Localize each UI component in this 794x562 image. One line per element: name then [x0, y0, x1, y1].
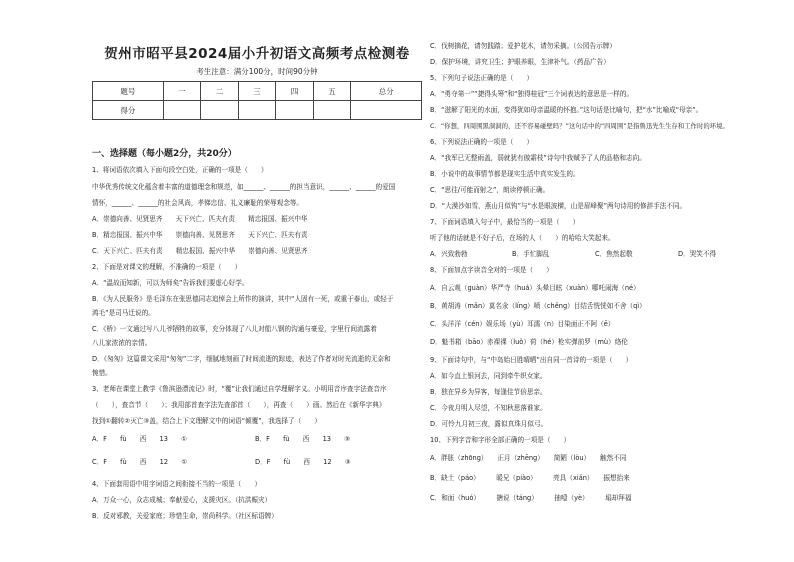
question-line: 7、下面词语填入句子中，最恰当的一项是（ ） [430, 218, 580, 226]
option-line: D．可怜九月初三夜，露似真珠月似弓。 [430, 420, 548, 428]
option-line: B．手忙脚乱 [512, 250, 550, 258]
option-line: A．如今直上银河去，同到牵牛织女家。 [430, 372, 547, 380]
question-line: 4、下面套用语中用字词语之间衔接不当的一项是（ ） [92, 480, 262, 488]
option-line: C．F fù 西 12 ① [92, 458, 188, 466]
score-header-cell: 三 [238, 82, 276, 101]
option-line: A．崇德向善、见贤思齐 天下兴亡、匹夫有责 精忠报国、振兴中华 [92, 215, 308, 223]
score-cell [201, 101, 239, 120]
question-line: 听了他的话就是不好子后，在场的人（ ）的哈哈大笑起来。 [430, 234, 615, 242]
question-line: 3、老师在课堂上教学《鲁滨逊漂流记》时，“覆”让我们通过自学理解字义。小明用音序查字法查音序 [92, 385, 387, 393]
option-line: A．F fù 西 13 ① [92, 435, 188, 443]
option-line: C．今夜月明人尽望，不知秋思落谁家。 [430, 404, 547, 412]
option-line: B．F fù 西 13 ③ [255, 435, 351, 443]
option-line: 惋惜。 [92, 369, 112, 377]
option-line: B．小说中的故事情节都是现实生活中真实发生的。 [430, 170, 580, 178]
question-line: 1、将词语依次填入下面句段空白处，正确的一项是（ ） [92, 166, 268, 174]
option-line: 鸿毛”是司马迁说的。 [92, 309, 155, 317]
question-line: 6、下列说法正确的一项是（ ） [430, 138, 534, 146]
score-table [92, 81, 422, 120]
exam-notice: 考生注意：满分100分，时间90分钟 [196, 67, 318, 76]
score-header-cell: 题号 [93, 82, 164, 101]
option-line: C．《桥》一文通过写八儿爷牺牲的故事，充分体现了八儿对船八钢的沟通与豪爱，字里行间流露着 [92, 325, 377, 333]
question-line: 8、下面加点字读音全对的一项是（ ） [430, 266, 553, 274]
score-header-cell: 四 [276, 82, 314, 101]
option-line: B．黄胡涛（mǎn）莫名氽（líng）喷（chěng）目结舌恍恍如不舍（qì） [430, 302, 646, 310]
score-cell [351, 101, 422, 120]
option-line: 八儿家浓浓的亲情。 [92, 339, 152, 347]
option-line: C．天下兴亡、匹夫有责 精忠报国、振兴中华 崇德向善、见贤思齐 [92, 247, 308, 255]
section-heading: 一、选择题（每小题2分，共20分） [92, 149, 237, 159]
score-cell [313, 101, 351, 120]
option-line: A．兴致勃勃 [430, 250, 468, 258]
option-line: D．《匆匆》这篇课文采用“匆匆”二字，细腻地刻画了时间流逝的踪迹，表达了作者对时光流逝的无奈和 [92, 355, 391, 363]
option-line: A．胖胀（zhōng） 正月（zhēng） 简陋（lòu） 触然不同 [430, 454, 627, 462]
option-line: A．“勇夺第一”“捷得头筹”和“独得桂冠”三个词表达的意思是一样的。 [430, 90, 634, 98]
option-line: C．“思往/可能而射之”，朗读停顿正确。 [430, 186, 550, 194]
score-cell [238, 101, 276, 120]
score-row-label: 得分 [93, 101, 164, 120]
option-line: A．“我军已无整雨盖，弱就犹有傲霜枝”诗句中我赋予了人的品格和志向。 [430, 154, 646, 162]
option-line: B．“滋解了阳光的水面，变得犹如母亲温暖的怀抱。”这句话是比喻句，把“水”比喻成“母亲”。 [430, 106, 703, 114]
option-line: D．“大漠沙如雪，燕山月似钩”与“水是眼波横，山是眉峰聚”两句诗用的修辞手法不同。 [430, 202, 687, 210]
score-header-cell: 二 [201, 82, 239, 101]
option-line: C．头洋洋（cén）娱乐场（yù）耳濡（n）目染面正不阿（ē） [430, 320, 615, 328]
question-line: 10、下列字音和字形全部正确的一项是（ ） [430, 436, 571, 444]
score-header-cell: 一 [163, 82, 201, 101]
option-line: C．焦然起敬 [595, 250, 633, 258]
option-line: C．伐树摘花，请勿践踏；爱护花木，请勿采摘。（公园告示牌） [430, 42, 616, 50]
option-line: B．精忠报国、振兴中华 崇德向善、见贤思齐 天下兴亡、匹夫有责 [92, 231, 308, 239]
option-line: A．自云观（guàn）华严寺（huá）头晕目眩（xuàn）哪吒闹海（né） [430, 284, 640, 292]
question-line: 9、下面诗句中，与“中岛始日胜晴晒”出自同一首诗的一项是（ ） [430, 356, 633, 364]
option-line: A．“温故而知新，可以为师矣”告诉我们要虚心好学。 [92, 279, 249, 287]
score-header-cell: 五 [313, 82, 351, 101]
question-line: 情怀，______、______的社会风尚，孝悌忠信、礼义廉耻的荣辱观念等。 [92, 199, 303, 207]
question-line: 找到①翻转②灭亡③盖，结合上下文理解文中的词语“倾覆”，我选择了（ ） [92, 417, 321, 425]
score-value-row [93, 101, 422, 120]
question-line: 中华优秀传统文化蕴含着丰富的道德理念和规范，如______、______的担当意识，______、______的爱国 [92, 183, 396, 191]
option-line: C．“你想，四周围黑洞洞的，还不容易碰壁吗？”这句话中的“四周围”是指鲁迅先生生存和工作时的环境。 [430, 122, 729, 130]
option-line: B．独在异乡为异客，每逢佳节倍思亲。 [430, 388, 547, 396]
option-line: D．保护环境，讲究卫生；护眼养眼，生津补气。（药品广告） [430, 58, 610, 66]
question-line: （ ），查音节（ ）；我用部首查字法先查部首（ ），再查（ ）画。然后在《新华字典》 [92, 401, 386, 409]
score-cell [276, 101, 314, 120]
option-line: A．万众一心，众志成城；奉献爱心，支援灾区。（抗洪赈灾） [92, 496, 272, 504]
score-header-row [93, 82, 422, 101]
option-line: D．F fù 西 12 ③ [255, 458, 351, 466]
option-line: D．哭笑不得 [678, 250, 717, 258]
score-cell [163, 101, 201, 120]
option-line: B．缺土（páo） 暖兄（piào） 亮具（xiǎn） 振想抬来 [430, 474, 630, 482]
option-line: B．《为人民服务》是毛泽东在张思德同志追悼会上所作的演讲，其中“人固有一死，或重于泰山，或轻于 [92, 295, 394, 303]
exam-title: 贺州市昭平县2024届小升初语文高频考点检测卷 [104, 46, 410, 62]
option-line: D．魁书箱（bāo）赤裸裸（luǒ）荷（hé）枪实弹前罗（mù）络伦 [430, 338, 628, 346]
question-line: 5、下列句子说法正确的是（ ） [430, 74, 534, 82]
question-line: 2、下面是对课文的理解，不准确的一项是（ ） [92, 263, 242, 271]
score-header-cell: 总分 [351, 82, 422, 101]
option-line: C．和面（huó） 搪说（táng） 抽噎（yè） 塌却拜福 [430, 494, 632, 502]
option-line: B．反对邪教，关爱家庭；珍惜生命，崇尚科学。（社区标语牌） [92, 512, 278, 520]
